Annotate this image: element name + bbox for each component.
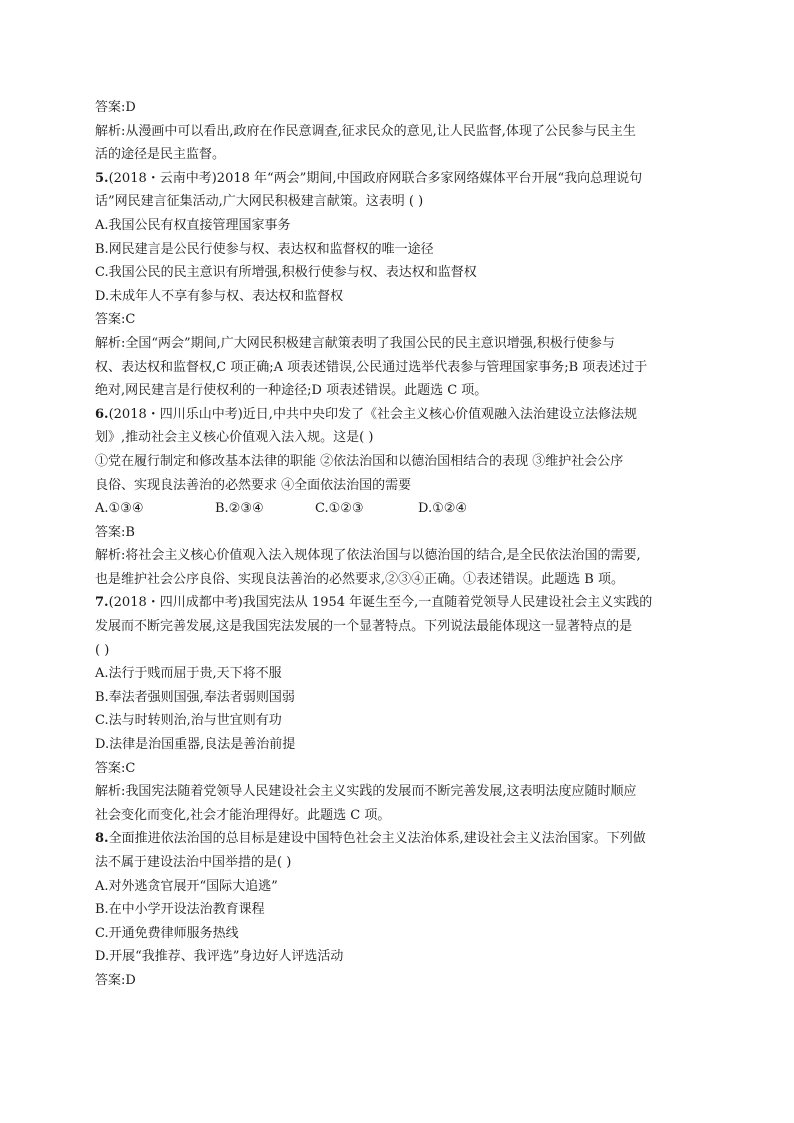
question-text: (2018・四川乐山中考)近日,中共中央印发了《社会主义核心价值观融入法治建设立法修法规 xyxy=(108,406,637,422)
option-item: C.①②③ xyxy=(315,501,364,517)
text-line: 划》,推动社会主义核心价值观入法入规。这是( ) xyxy=(95,430,374,446)
text-line: 绝对,网民建言是行使权利的一种途径;D 项表述错误。此题选 C 项。 xyxy=(95,383,488,399)
question-text: (2018・云南中考)2018 年“两会”期间,中国政府网联合多家网络媒体平台开展“我向总理说句 xyxy=(108,170,643,186)
question-number: 5. xyxy=(95,170,109,186)
text-line: A.我国公民有权直接管理国家事务 xyxy=(95,217,291,233)
answer-line: 答案:C xyxy=(95,760,136,776)
question-stem xyxy=(95,827,695,851)
text-line: C.法与时转则治,治与世宜则有功 xyxy=(95,713,282,729)
text-line: 社会变化而变化,社会才能治理得好。此题选 C 项。 xyxy=(95,807,391,823)
answer-line: 答案:D xyxy=(95,100,136,115)
question-text: (2018・四川成都中考)我国宪法从 1954 年诞生至今,一直随着党领导人民建设社会主义实践的 xyxy=(108,595,653,611)
option-item: B.②③④ xyxy=(215,501,264,517)
text-line: D.开展“我推荐、我评选”身边好人评选活动 xyxy=(95,949,344,965)
text-line: B.网民建言是公民行使参与权、表达权和监督权的唯一途径 xyxy=(95,241,434,257)
text-line: 活的途径是民主监督。 xyxy=(95,147,226,163)
question-number: 6. xyxy=(95,406,109,422)
option-item: D.①②④ xyxy=(418,501,468,517)
text-line: A.对外逃贪官展开“国际大追逃” xyxy=(95,878,278,894)
text-line: 话”网民建言征集活动,广大网民积极建言献策。这表明 ( ) xyxy=(95,194,424,210)
answer-line: 答案:C xyxy=(95,312,136,328)
question-text: 全面推进依法治国的总目标是建设中国特色社会主义法治体系,建设社会主义法治国家。下列做 xyxy=(108,831,646,847)
text-line: B.奉法者强则国强,奉法者弱则国弱 xyxy=(95,689,295,705)
question-number: 8. xyxy=(95,831,109,847)
answer-line: 答案:B xyxy=(95,524,135,540)
text-line: 解析:我国宪法随着党领导人民建设社会主义实践的发展而不断完善发展,这表明法度应随时顺应 xyxy=(95,784,637,800)
text-line: 良俗、实现良法善治的必然要求 ④全面依法治国的需要 xyxy=(95,477,412,493)
text-line: C.我国公民的民主意识有所增强,积极行使参与权、表达权和监督权 xyxy=(95,265,477,281)
question-number: 7. xyxy=(95,595,109,611)
option-item: A.①③④ xyxy=(95,501,144,517)
text-line: 权、表达权和监督权,C 项正确;A 项表述错误,公民通过选举代表参与管理国家事务;B 项表述过于 xyxy=(95,359,648,375)
document-page xyxy=(95,96,695,993)
text-line: ( ) xyxy=(95,642,110,658)
text-line: 发展而不断完善发展,这是我国宪法发展的一个显著特点。下列说法最能体现这一显著特点的是 xyxy=(95,619,633,635)
text-line: 也是维护社会公序良俗、实现良法善治的必然要求,②③④正确。①表述错误。此题选 B 项。 xyxy=(95,571,624,587)
text-line: 解析:从漫画中可以看出,政府在作民意调查,征求民众的意见,让人民监督,体现了公民参与民主生 xyxy=(95,123,636,139)
question-stem xyxy=(95,591,695,615)
text-line: 解析:将社会主义核心价值观入法入规体现了依法治国与以德治国的结合,是全民依法治国的需要, xyxy=(95,548,641,564)
text-line: D.未成年人不享有参与权、表达权和监督权 xyxy=(95,288,344,304)
text-line: C.开通免费律师服务热线 xyxy=(95,925,239,941)
text-line: A.法行于贱而屈于贵,天下将不服 xyxy=(95,666,282,682)
text-line: 法不属于建设法治中国举措的是( ) xyxy=(95,855,292,870)
question-stem xyxy=(95,403,695,427)
answer-line: 答案:D xyxy=(95,972,136,988)
text-line: 解析:全国“两会”期间,广大网民积极建言献策表明了我国公民的民主意识增强,积极行使参与 xyxy=(95,335,615,351)
question-stem xyxy=(95,167,695,191)
text-line: ①党在履行制定和修改基本法律的职能 ②依法治国和以德治国相结合的表现 ③维护社会公序 xyxy=(95,453,624,469)
text-line: B.在中小学开设法治教育课程 xyxy=(95,902,265,918)
option-row xyxy=(95,497,695,521)
text-line: D.法律是治国重器,良法是善治前提 xyxy=(95,737,296,753)
